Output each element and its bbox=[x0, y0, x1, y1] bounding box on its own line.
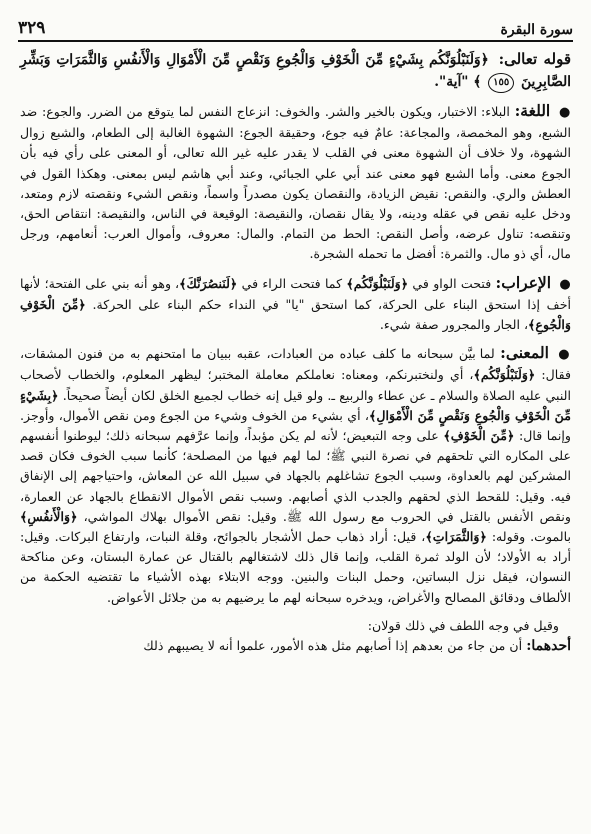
maana-heading: المعنى: bbox=[500, 343, 549, 363]
bullet-icon: ● bbox=[559, 276, 571, 292]
quran-quote: ﴿وَلَنَبْلُوَنَّكُم﴾ bbox=[346, 275, 409, 291]
page-number: ٣٢٩ bbox=[18, 18, 46, 38]
maana-text: على وجه التبعيض؛ لأنه لم يكن مؤبداً، وإنما عرَّفهم سبحانه ذلك؛ ليوطنوا أنفسهم على المكاره التي تلحقهم في نصرة النبي ﷺ؛ لما لهم فيها من المصلحة؛ كأنما سبب الخوف فكان قصد المشركين لهم بالعداوة، وسبب الجوع تشاغلهم بالجهاد في سبيل الله عن المعاش، واحتياجهم إلى الإنفاق فيه. وقيل: للقحط الذي لحقهم والجدب الذي أصابهم. وسبب نقص الأموال الانقطاع بالجهاد عن العمارة، ونقص الأنفس بالقتل في الحروب مع رسول الله ﷺ. وقيل: نقص الأموال بهلاك المواشي، bbox=[20, 428, 571, 524]
maana-text: ، أي ولنختبرنكم، ومعناه: نعاملكم معاملة المختبر؛ ليظهر المعلوم، والخطاب لأصحاب النبي عليه الصلاة والسلام ـ عن عطاء والربيع ـ. ولو قيل إنه خطاب لجميع الخلق لكان أيضاً صحيحاً. bbox=[20, 367, 571, 403]
irab-text: ، الجار والمجرور صفة شيء. bbox=[379, 317, 529, 333]
verse-text-end: ﴾ "آية". bbox=[434, 74, 482, 90]
verse-number-badge: ١٥٥ bbox=[488, 73, 514, 93]
ahad-text: أن من جاء من بعدهم إذا أصابهم مثل هذه الأمور، علموا أنه لا يصيبهم ذلك bbox=[143, 638, 523, 654]
page-body bbox=[20, 48, 571, 830]
ahad-heading: أحدهما: bbox=[526, 638, 571, 655]
irab-text: ، وهو أنه بني على الفتحة؛ لأنها أخف إذا استحق البناء على الحركة، كما استحق "يا" في النداء حكم البناء على الحركة. bbox=[20, 275, 571, 312]
irab-text: فتحت الواو في bbox=[412, 275, 492, 291]
maana-text: بالموت. وقوله: bbox=[491, 529, 571, 545]
surah-title: سورة البقرة bbox=[500, 22, 573, 38]
running-head bbox=[18, 14, 573, 42]
irab-section bbox=[20, 273, 571, 336]
quran-quote: ﴿مِّنَ الْخَوْفِ﴾ bbox=[443, 428, 515, 444]
maana-section bbox=[20, 343, 571, 608]
bullet-icon: ● bbox=[558, 105, 571, 120]
closing-line: وقيل في وجه اللطف في ذلك قولان: bbox=[367, 617, 559, 633]
verse-text: ﴿وَلَنَبْلُوَنَّكُم بِشَيْءٍ مِّنَ الْخَوْفِ وَالْجُوعِ وَنَقْصٍ مِّنَ الْأَمْوَالِ وَالْأَنفُسِ وَالثَّمَرَاتِ وَبَشِّرِ الصَّابِرِينَ bbox=[20, 52, 571, 90]
lugha-section bbox=[20, 101, 571, 265]
quran-quote: ﴿مِّنَ الْخَوْفِ وَالْجُوعِ﴾ bbox=[20, 296, 571, 333]
verse-block bbox=[20, 48, 571, 93]
quran-quote: ﴿لَنَنصُرَنَّكَ﴾ bbox=[179, 275, 238, 291]
quran-quote: ﴿وَلَنَبْلُوَنَّكُم﴾ bbox=[473, 367, 536, 383]
maana-text: لما بيَّن سبحانه ما كلف عباده من العبادات، عقبه ببيان ما امتحنهم به من فنون المشقات، فقال: bbox=[20, 346, 571, 383]
irab-text: كما فتحت الراء في bbox=[241, 275, 343, 291]
lugha-text: البلاء: الاختبار، ويكون بالخير والشر. والخوف: انزعاج النفس لما يتوقع من الضرر. والجوع: ضد الشبع، وهو المخمصة، والمجاعة: عامٌ فيه جوع، وحقيقة الجوع: الشهوة الغالبة إلى الطعام، والشبع زوال الشهوة، ولا خلاف أن الشهوة معنى في القلب لا يقدر عليه غير الله تعالى، أو المعنى على رأي فيه بأن الجوع معنى. وأما الشبع فهو معنى عند أبي علي الجبائي، وعند أبي هاشم ليس بمعنى. وهكذا القول في العطش والري. والنقص: نقيض الزيادة، والنقصان يكون مصدراً واسماً، ونقص الشيء ونقصته لازم ومتعد، ودخل عليه نقص في عقله ودينه، ولا يقال نقصان، والنقيصة: الوقيعة في الناس، والنقيصة: انتقاص الحق، وتنقصه: تناول عرضه، وأصل النقص: الحط من التمام. والمال: معروف، وأموال العرب: أنعامهم، ورجل مال، أي ذو مال. والثمرة: أفضل ما تحمله الشجرة. bbox=[20, 104, 571, 262]
bullet-icon: ● bbox=[558, 347, 571, 363]
quran-quote: ﴿وَالْأَنفُسِ﴾ bbox=[20, 508, 78, 524]
quran-quote: ﴿وَالثَّمَرَاتِ﴾ bbox=[425, 529, 487, 545]
verse-label: قوله تعالى: bbox=[498, 50, 571, 68]
ahad-paragraph bbox=[20, 636, 571, 656]
irab-heading: الإعراب: bbox=[495, 272, 552, 292]
quran-quote: ﴿بِشَيْءٍ مِّنَ الْخَوْفِ وَالْجُوعِ وَنَقْصٍ مِّنَ الْأَمْوَالِ﴾ bbox=[20, 387, 572, 423]
lugha-heading: اللغة: bbox=[514, 101, 551, 120]
maana-text: ، قيل: أراد ذهاب حمل الأشجار بالجوائح، وقلة النبات، وارتفاع البركات. وقيل: أراد به الأولاد؛ لأن الولد ثمرة القلب، وإنما قال ذلك لاشتغالهم بالقتال عن عمارة البستان، وعن مناكحة النسوان، فيقل نزل البساتين، وحمل البنات والبنين. ووجه الابتلاء بهذه الأشياء ما تقتضيه الحكمة من الألطاف ودقائق المصالح والأغراض، ويدخره سبحانه لهم ما يرضيهم به من جلائل الأعواض. bbox=[20, 529, 571, 605]
maana-text: ، أي بشيء من الخوف وشيء من الجوع ومن نقص الأموال، وأوجز. وإنما قال: bbox=[20, 407, 572, 444]
